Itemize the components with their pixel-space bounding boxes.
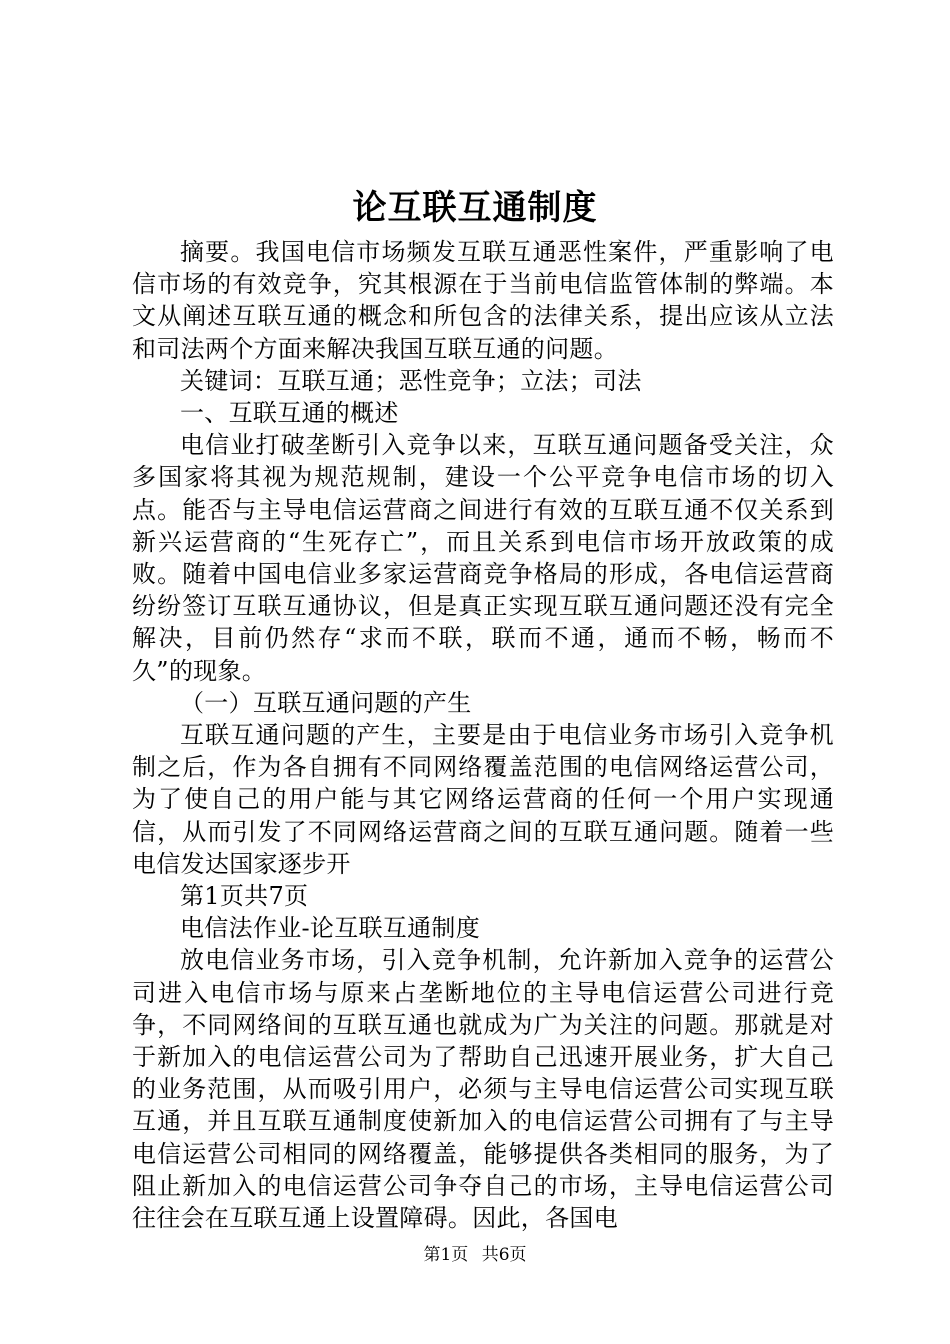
inline-page-marker: 第1页共7页 — [180, 882, 309, 911]
running-header-line: 电信法作业-论互联互通制度 — [180, 914, 481, 943]
body-paragraph: 电信业打破垄断引入竞争以来，互联互通问题备受关注，众多国家将其视为规范规制，建设一个公平竞争电信市场的切入点。能否与主导电信运营商之间进行有效的互联互通不仅关系到新兴运营商的“生死存亡”，而且关系到电信市场开放政策的成败。随着中国电信业多家运营商竞争格局的形成，各电信运营商纷纷签订互联互通协议，但是真正实现互联互通问题还没有完全解决，目前仍然存“求而不联，联而不通，通而不畅，畅而不久”的现象。 — [132, 431, 834, 685]
abstract-paragraph: 摘要。我国电信市场频发互联互通恶性案件，严重影响了电信市场的有效竞争，究其根源在于当前电信监管体制的弊端。本文从阐述互联互通的概念和所包含的法律关系，提出应该从立法和司法两个方面来解决我国互联互通的问题。 — [132, 238, 834, 363]
body-paragraph: 放电信业务市场，引入竞争机制，允许新加入竞争的运营公司进入电信市场与原来占垄断地位的主导电信运营公司进行竞争，不同网络间的互联互通也就成为广为关注的问题。那就是对于新加入的电信运营公司为了帮助自己迅速开展业务，扩大自己的业务范围，从而吸引用户，必须与主导电信运营公司实现互联互通，并且互联互通制度使新加入的电信运营公司拥有了与主导电信运营公司相同的网络覆盖，能够提供各类相同的服务，为了阻止新加入的电信运营公司争夺自己的市场，主导电信运营公司往往会在互联互通上设置障碍。因此，各国电 — [132, 946, 834, 1233]
body-paragraph: 互联互通问题的产生，主要是由于电信业务市场引入竞争机制之后，作为各自拥有不同网络覆盖范围的电信网络运营公司，为了使自己的用户能与其它网络运营商的任何一个用户实现通信，从而引发了不同网络运营商之间的互联互通问题。随着一些电信发达国家逐步开 — [132, 721, 834, 878]
page-footer — [0, 1244, 950, 1266]
document-body — [132, 236, 834, 1234]
subsection-heading: （一）互联互通问题的产生 — [180, 688, 472, 717]
keywords-line: 关键词：互联互通；恶性竞争；立法；司法 — [180, 366, 642, 395]
footer-page-number: 第1页 — [423, 1245, 469, 1265]
footer-total-pages: 共6页 — [481, 1245, 527, 1265]
document-title: 论互联互通制度 — [352, 188, 598, 228]
section-heading: 一、互联互通的概述 — [180, 399, 399, 428]
